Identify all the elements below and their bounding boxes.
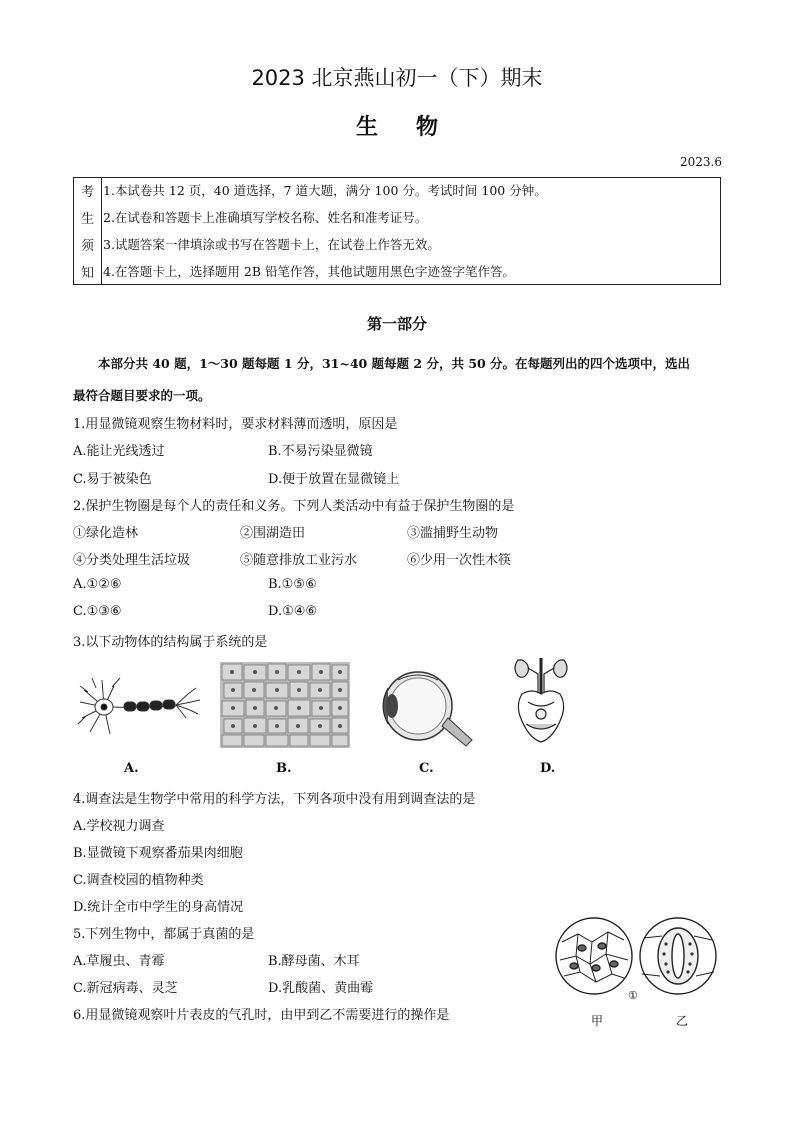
part-intro-line1: 本部分共 40 题，1～30 题每题 1 分，31~40 题每题 2 分，共 50 分。在每题列出的四个选项中，选出 [98, 356, 691, 371]
notice-line: 4.在答题卡上，选择题用 2B 铅笔作答，其他试题用黑色字迹签字笔作答。 [103, 264, 516, 279]
q3-label-d: D. [540, 761, 556, 776]
q1-option-c: C.易于被染色 [73, 472, 152, 487]
q2-option-c: C.①③⑥ [73, 604, 122, 619]
eyeball-icon [376, 666, 478, 748]
exam-date: 2023.6 [680, 155, 722, 169]
q3-label-b: B. [276, 761, 292, 776]
notice-side-char: 生 [80, 212, 94, 227]
fig-label-jia: 甲 [591, 1014, 604, 1028]
q2-option-b: B.①⑤⑥ [268, 577, 317, 592]
q5-option-b: B.酵母菌、木耳 [268, 954, 360, 969]
neuron-icon [76, 672, 206, 742]
q2-item: ①绿化造林 [73, 526, 139, 541]
q2-item: ⑥少用一次性木筷 [407, 553, 512, 568]
part-intro-line2: 最符合题目要求的一项。 [73, 388, 211, 403]
q5-stem: 5.下列生物中，都属于真菌的是 [73, 927, 255, 942]
q2-item: ②围湖造田 [240, 526, 306, 541]
q2-item: ③滥捕野生动物 [407, 526, 499, 541]
q4-option-c: C.调查校园的植物种类 [73, 873, 204, 888]
q4-option-b: B.显微镜下观察番茄果肉细胞 [73, 846, 243, 861]
neuron-image [76, 672, 206, 742]
fig-label-yi: 乙 [676, 1014, 689, 1028]
q3-label-a: A. [124, 761, 139, 776]
q4-option-d: D.统计全市中学生的身高情况 [73, 900, 244, 915]
page-title: 2023 北京燕山初一（下）期末 [251, 66, 543, 90]
part-heading: 第一部分 [366, 315, 427, 333]
q2-stem: 2.保护生物圈是每个人的责任和义务。下列人类活动中有益于保护生物圈的是 [73, 499, 515, 514]
q5-option-a: A.草履虫、青霉 [73, 954, 165, 969]
heart-image [508, 654, 574, 746]
q2-option-a: A.①②⑥ [73, 577, 122, 592]
q4-stem: 4.调查法是生物学中常用的科学方法，下列各项中没有用到调查法的是 [73, 792, 476, 807]
notice-line: 3.试题答案一律填涂或书写在答题卡上，在试卷上作答无效。 [103, 237, 440, 252]
q5-option-c: C.新冠病毒、灵芝 [73, 981, 178, 996]
q1-option-d: D.便于放置在显微镜上 [268, 472, 400, 487]
q3-label-c: C. [419, 761, 434, 776]
eye-image [376, 666, 478, 748]
notice-side-char: 须 [80, 239, 94, 254]
q1-option-a: A.能让光线透过 [73, 444, 165, 459]
notice-side-column [74, 178, 102, 284]
q6-stem: 6.用显微镜观察叶片表皮的气孔时，由甲到乙不需要进行的操作是 [73, 1008, 450, 1023]
exam-notice-box [73, 177, 721, 285]
q2-item: ⑤随意排放工业污水 [240, 553, 358, 568]
q2-item: ④分类处理生活垃圾 [73, 553, 191, 568]
circulatory-system-icon [508, 654, 574, 746]
stomata-marker: ① [628, 989, 638, 1002]
notice-side-char: 考 [80, 185, 94, 200]
notice-line: 2.在试卷和答题卡上准确填写学校名称、姓名和准考证号。 [103, 210, 428, 225]
q1-option-b: B.不易污染显微镜 [268, 444, 373, 459]
tissue-cells-icon [220, 662, 350, 748]
notice-line: 1.本试卷共 12 页，40 道选择，7 道大题，满分 100 分。考试时间 100 分钟。 [103, 183, 547, 198]
epithelial-tissue-image [220, 662, 350, 748]
subject-title: 生物 [355, 114, 476, 140]
q1-stem: 1.用显微镜观察生物材料时，要求材料薄而透明，原因是 [73, 417, 398, 432]
q5-option-d: D.乳酸菌、黄曲霉 [268, 981, 374, 996]
q2-option-d: D.①④⑥ [268, 604, 318, 619]
q4-option-a: A.学校视力调查 [73, 819, 165, 834]
q3-stem: 3.以下动物体的结构属于系统的是 [73, 635, 268, 650]
notice-side-char: 知 [80, 266, 94, 281]
